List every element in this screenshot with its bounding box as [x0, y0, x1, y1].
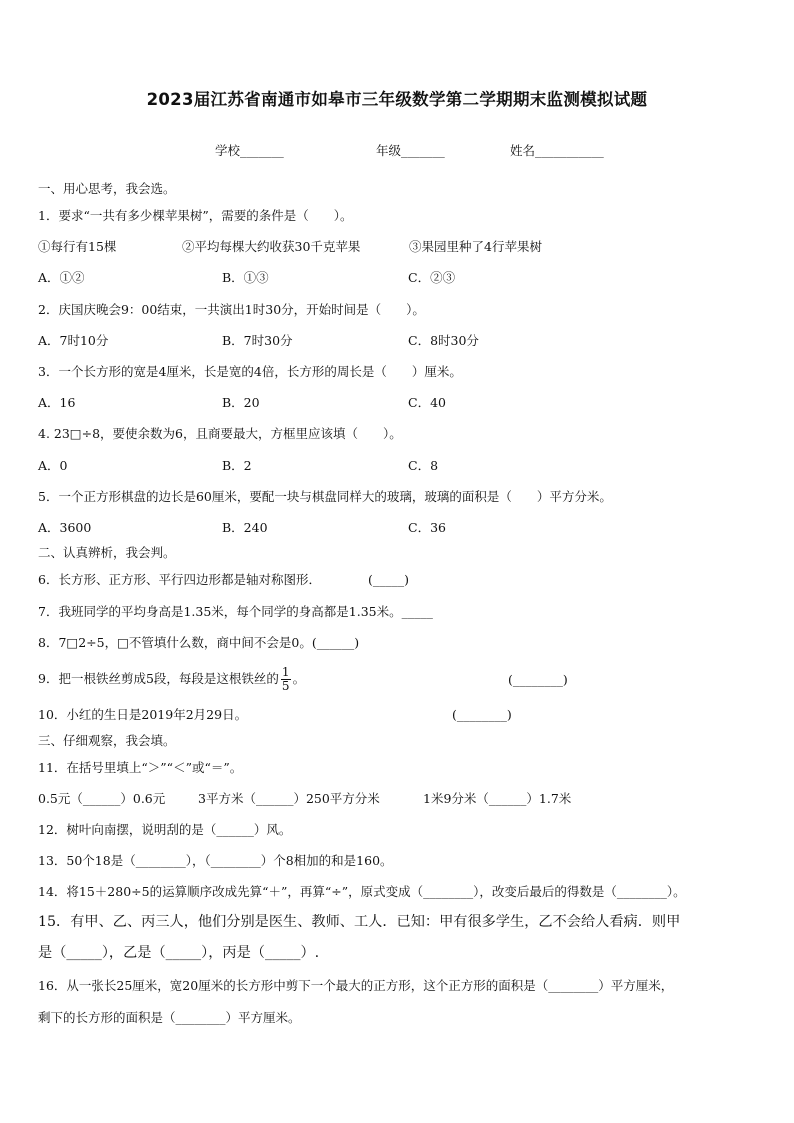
q11-item-3[interactable]: 1米9分米（______）1.7米 — [423, 791, 572, 806]
q6-answer-blank[interactable]: (_____) — [368, 572, 410, 587]
q4-option-b[interactable]: B．2 — [222, 458, 252, 473]
q9-fraction-denominator: 5 — [281, 679, 290, 693]
question-5-stem: 5．一个正方形棋盘的边长是60厘米，要配一块与棋盘同样大的玻璃，玻璃的面积是（ ）平方分米。 — [38, 489, 612, 504]
question-15-line-2: 是（_____），乙是（_____），丙是（_____）. — [38, 945, 320, 961]
school-field[interactable]: 学校_______ — [215, 143, 284, 158]
page-title: 2023届江苏省南通市如皋市三年级数学第二学期期末监测模拟试题 — [146, 90, 648, 109]
question-3-stem: 3．一个长方形的宽是4厘米，长是宽的4倍，长方形的周长是（ ）厘米。 — [38, 364, 462, 379]
q4-option-c[interactable]: C．8 — [408, 458, 439, 473]
question-15-line-1: 15．有甲、乙、丙三人，他们分别是医生、教师、工人．已知：甲有很多学生，乙不会给人看病．则甲 — [38, 914, 681, 930]
section-heading-1: 一、用心思考，我会选。 — [38, 181, 176, 196]
q5-option-c[interactable]: C．36 — [408, 520, 446, 535]
q1-condition-1: ①每行有15棵 — [38, 239, 117, 254]
q3-option-c[interactable]: C．40 — [408, 395, 446, 410]
q1-condition-3: ③果园里种了4行苹果树 — [409, 239, 542, 254]
q9-fraction — [281, 666, 291, 693]
q1-option-a[interactable]: A．①② — [38, 270, 85, 285]
q11-item-2[interactable]: 3平方米（______）250平方分米 — [198, 791, 380, 806]
q11-item-1[interactable]: 0.5元（______）0.6元 — [38, 791, 166, 806]
q9-answer-blank[interactable]: (________) — [508, 672, 568, 687]
name-field[interactable]: 姓名___________ — [510, 143, 604, 158]
q5-option-b[interactable]: B．240 — [222, 520, 268, 535]
question-9-stem — [38, 664, 305, 694]
q10-answer-blank[interactable]: (________) — [452, 707, 512, 722]
q4-option-a[interactable]: A．0 — [38, 458, 68, 473]
question-6-stem: 6．长方形、正方形、平行四边形都是轴对称图形． — [38, 572, 321, 587]
section-heading-3: 三、仔细观察，我会填。 — [38, 733, 176, 748]
section-heading-2: 二、认真辨析，我会判。 — [38, 545, 176, 560]
q1-option-c[interactable]: C．②③ — [408, 270, 456, 285]
question-2-stem: 2．庆国庆晚会9：00结束，一共演出1时30分，开始时间是（ ）。 — [38, 302, 425, 317]
question-11-stem: 11．在括号里填上“＞”“＜”或“＝”。 — [38, 760, 243, 775]
q2-option-b[interactable]: B．7时30分 — [222, 333, 293, 348]
q2-option-a[interactable]: A．7时10分 — [38, 333, 109, 348]
q3-option-b[interactable]: B．20 — [222, 395, 260, 410]
question-8-stem: 8．7□2÷5，□不管填什么数，商中间不会是0。(______) — [38, 635, 360, 650]
question-13-stem: 13．50个18是（________），（________）个8相加的和是160。 — [38, 853, 393, 868]
question-14-stem: 14．将15＋280÷5的运算顺序改成先算“＋”，再算“÷”，原式变成（________），改变后最后的得数是（________）。 — [38, 884, 686, 899]
q9-text-after: 。 — [292, 671, 306, 686]
q2-option-c[interactable]: C．8时30分 — [408, 333, 479, 348]
question-1-stem: 1．要求“一共有多少棵苹果树”，需要的条件是（ ）。 — [38, 208, 353, 223]
question-7-stem: 7．我班同学的平均身高是1.35米，每个同学的身高都是1.35米。_____ — [38, 604, 433, 619]
q3-option-a[interactable]: A．16 — [38, 395, 76, 410]
question-4-stem: 4. 23□÷8，要使余数为6，且商要最大，方框里应该填（ ）。 — [38, 426, 402, 441]
question-16-line-1: 16．从一张长25厘米，宽20厘米的长方形中剪下一个最大的正方形，这个正方形的面积是（________）平方厘米， — [38, 978, 674, 993]
question-10-stem: 10．小红的生日是2019年2月29日。 — [38, 707, 248, 722]
q1-condition-2: ②平均每棵大约收获30千克苹果 — [182, 239, 361, 254]
q5-option-a[interactable]: A．3600 — [38, 520, 92, 535]
q1-option-b[interactable]: B．①③ — [222, 270, 269, 285]
question-16-line-2: 剩下的长方形的面积是（________）平方厘米。 — [38, 1010, 301, 1025]
grade-field[interactable]: 年级_______ — [376, 143, 445, 158]
q9-text-before: 9．把一根铁丝剪成5段，每段是这根铁丝的 — [38, 671, 279, 686]
question-12-stem: 12．树叶向南摆，说明刮的是（______）风。 — [38, 822, 292, 837]
q9-fraction-numerator: 1 — [281, 665, 290, 679]
